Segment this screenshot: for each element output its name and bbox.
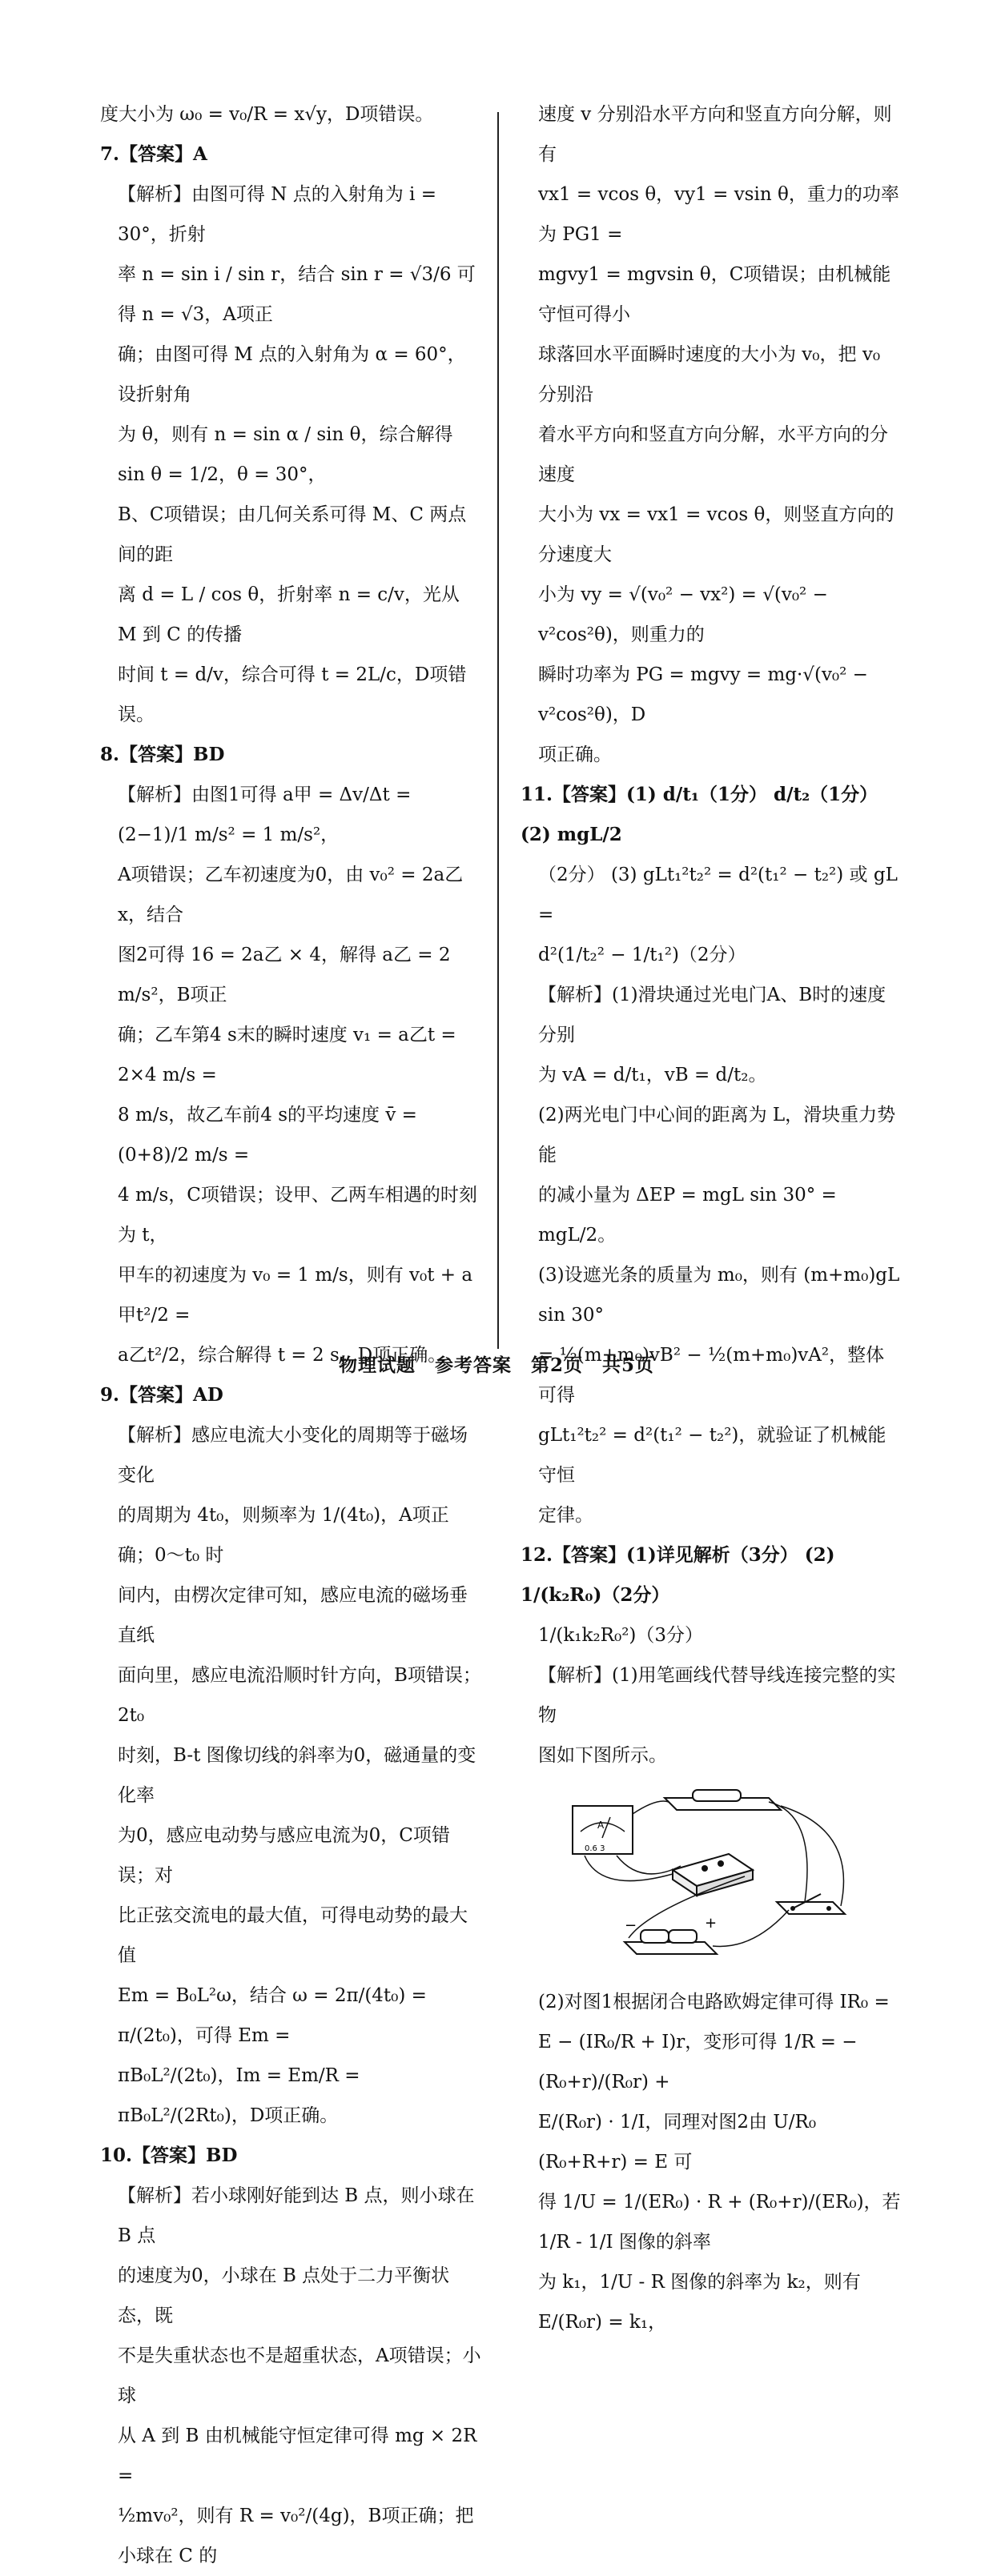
meter-label: A — [597, 1820, 605, 1831]
line: 为 k₁，1/U - R 图像的斜率为 k₂，则有 E/(R₀r) = k₁， — [538, 2272, 861, 2333]
page-footer: 物理试题 参考答案 第2页 共5页 — [338, 1354, 654, 1376]
line: gLt₁²t₂² = d²(t₁² − t₂²)，就验证了机械能守恒 — [538, 1425, 886, 1486]
line: Em = B₀L²ω，结合 ω = 2π/(4t₀) = π/(2t₀)，可得 Em = — [118, 1985, 427, 2046]
line: 时间 t = d/v，综合可得 t = 2L/c，D项错误。 — [118, 664, 467, 725]
minus-label: − — [625, 1917, 637, 1934]
line: 【解析】(1)用笔画线代替导线连接完整的实物 — [538, 1665, 896, 1726]
plus-label: + — [705, 1915, 718, 1932]
answer-7: 7.【答案】A — [100, 143, 207, 165]
line: 度大小为 ω₀ = v₀/R = x√y，D项错误。 — [100, 104, 434, 125]
line: vx1 = vcos θ，vy1 = vsin θ，重力的功率为 PG1 = — [538, 184, 899, 245]
line: 得 1/U = 1/(ER₀) · R + (R₀+r)/(ER₀)，若 1/R - 1/I 图像的斜率 — [538, 2192, 901, 2253]
column-divider — [497, 112, 499, 1349]
left-column — [100, 94, 483, 2576]
line: E/(R₀r) · 1/I，同理对图2由 U/R₀ (R₀+R+r) = E 可 — [538, 2112, 817, 2173]
line: （2分） (3) gLt₁²t₂² = d²(t₁² − t₂²) 或 gL = — [538, 865, 898, 925]
line: (2)对图1根据闭合电路欧姆定律可得 IR₀ = — [538, 1992, 890, 2012]
line: 4 m/s，C项错误；设甲、乙两车相遇的时刻为 t， — [118, 1185, 477, 1246]
line: 项正确。 — [538, 744, 612, 765]
line: 小为 vy = √(v₀² − vx²) = √(v₀² − v²cos²θ)，则重力的 — [538, 584, 828, 645]
line: 面向里，感应电流沿顺时针方向，B项错误；2t₀ — [118, 1665, 481, 1726]
resistance-box-icon — [673, 1854, 753, 1896]
line: 为0，感应电动势与感应电流为0，C项错误；对 — [118, 1825, 450, 1886]
circuit-diagram — [569, 1782, 873, 1982]
line: 1/(k₁k₂R₀²)（3分） — [538, 1625, 704, 1646]
line: 确；乙车第4 s末的瞬时速度 v₁ = a乙t = 2×4 m/s = — [118, 1025, 456, 1085]
switch-icon — [777, 1894, 845, 1914]
line: 甲车的初速度为 v₀ = 1 m/s，则有 v₀t + a甲t²/2 = — [118, 1265, 473, 1326]
line: 【解析】若小球刚好能到达 B 点，则小球在 B 点 — [118, 2185, 475, 2246]
line: (2)两光电门中心间的距离为 L，滑块重力势能 — [538, 1105, 896, 1166]
line: 球落回水平面瞬时速度的大小为 v₀，把 v₀ 分别沿 — [538, 344, 881, 405]
line: 为 θ，则有 n = sin α / sin θ，综合解得 sin θ = 1/2，θ = 30°， — [118, 424, 453, 485]
battery-icon — [625, 1915, 717, 1954]
line: 着水平方向和竖直方向分解，水平方向的分速度 — [538, 424, 888, 485]
line: 【解析】由图可得 N 点的入射角为 i = 30°，折射 — [118, 184, 436, 245]
line: (3)设遮光条的质量为 m₀，则有 (m+m₀)gL sin 30° — [538, 1265, 900, 1326]
line: 8 m/s，故乙车前4 s的平均速度 v̄ = (0+8)/2 m/s = — [118, 1105, 417, 1166]
line: 【解析】由图1可得 a甲 = Δv/Δt = (2−1)/1 m/s² = 1 m/s²， — [118, 784, 412, 845]
line: 【解析】感应电流大小变化的周期等于磁场变化 — [118, 1425, 468, 1486]
line: 不是失重状态也不是超重状态，A项错误；小球 — [118, 2345, 481, 2406]
line: 大小为 vx = vx1 = vcos θ，则竖直方向的分速度大 — [538, 504, 895, 565]
line: 图2可得 16 = 2a乙 × 4，解得 a乙 = 2 m/s²，B项正 — [118, 945, 451, 1005]
line: 为 vA = d/t₁，vB = d/t₂。 — [538, 1065, 767, 1085]
right-column — [521, 94, 902, 2342]
line: 的周期为 4t₀，则频率为 1/(4t₀)，A项正确；0～t₀ 时 — [118, 1505, 449, 1566]
line: 瞬时功率为 PG = mgvy = mg·√(v₀² − v²cos²θ)，D — [538, 664, 868, 725]
line: 比正弦交流电的最大值，可得电动势的最大值 — [118, 1905, 468, 1966]
resistor-icon — [665, 1790, 781, 1810]
line: 时刻，B-t 图像切线的斜率为0，磁通量的变化率 — [118, 1745, 476, 1806]
line: d²(1/t₂² − 1/t₁²)（2分） — [538, 945, 746, 965]
line: 【解析】(1)滑块通过光电门A、B时的速度分别 — [538, 985, 886, 1045]
answer-9: 9.【答案】AD — [100, 1384, 223, 1406]
line: A项错误；乙车初速度为0，由 v₀² = 2a乙x，结合 — [118, 865, 464, 925]
line: 定律。 — [538, 1505, 593, 1526]
line: 图如下图所示。 — [538, 1745, 667, 1766]
line: E − (IR₀/R + I)r，变形可得 1/R = −(R₀+r)/(R₀r) + — [538, 2032, 858, 2092]
ammeter-icon — [573, 1806, 633, 1854]
line: 的速度为0，小球在 B 点处于二力平衡状态，既 — [118, 2265, 450, 2326]
line: 率 n = sin i / sin r，结合 sin r = √3/6 可得 n = √3，A项正 — [118, 264, 476, 325]
line: 速度 v 分别沿水平方向和竖直方向分解，则有 — [538, 104, 892, 165]
line: mgvy1 = mgvsin θ，C项错误；由机械能守恒可得小 — [538, 264, 891, 325]
line: B、C项错误；由几何关系可得 M、C 两点间的距 — [118, 504, 467, 565]
answer-11: 11.【答案】(1) d/t₁（1分） d/t₂（1分） (2) mgL/2 — [521, 784, 878, 845]
line: 离 d = L / cos θ，折射率 n = c/v，光从 M 到 C 的传播 — [118, 584, 460, 645]
line: = ½(m+m₀)vB² − ½(m+m₀)vA²，整体可得 — [538, 1345, 885, 1406]
line: 的减小量为 ΔEP = mgL sin 30° = mgL/2。 — [538, 1185, 837, 1246]
answer-12: 12.【答案】(1)详见解析（3分） (2) 1/(k₂R₀)（2分） — [521, 1544, 835, 1606]
line: a乙t²/2，综合解得 t = 2 s，D项正确。 — [118, 1345, 447, 1366]
line: 间内，由楞次定律可知，感应电流的磁场垂直纸 — [118, 1585, 468, 1646]
answer-8: 8.【答案】BD — [100, 744, 225, 765]
answer-10: 10.【答案】BD — [100, 2145, 238, 2166]
meter-scale: 0.6 3 — [585, 1844, 605, 1853]
line: πB₀L²/(2t₀)，Im = Em/R = πB₀L²/(2Rt₀)，D项正确。 — [118, 2065, 360, 2126]
line: ½mv₀²，则有 R = v₀²/(4g)，B项正确；把小球在 C 的 — [118, 2506, 474, 2566]
line: 确；由图可得 M 点的入射角为 α = 60°，设折射角 — [118, 344, 466, 405]
line: 从 A 到 B 由机械能守恒定律可得 mg × 2R = — [118, 2426, 477, 2486]
